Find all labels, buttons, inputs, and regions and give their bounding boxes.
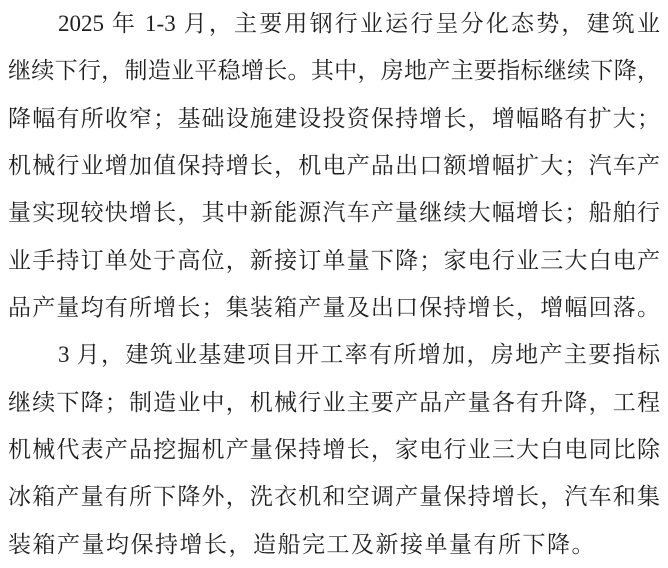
text-line: 机械行业增加值保持增长，机电产品出口额增幅扩大；汽车产 [8,152,660,178]
text-line: 继续下行，制造业平稳增长。其中，房地产主要指标继续下降， [8,58,660,84]
text-line: 机械代表产品挖掘机产量保持增长，家电行业三大白电同比除 [8,436,660,462]
text-line: 冰箱产量有所下降外，洗衣机和空调产量保持增长，汽车和集 [8,484,660,510]
paragraph-2 [8,331,660,568]
text-line: 降幅有所收窄；基础设施建设投资保持增长，增幅略有扩大； [8,105,660,131]
text-line: 装箱产量均保持增长，造船完工及新接单量有所下降。 [8,531,596,557]
text-line: 品产量均有所增长；集装箱产量及出口保持增长，增幅回落。 [8,294,660,320]
text-line: 业手持订单处于高位，新接订单量下降；家电行业三大白电产 [8,247,660,273]
paragraph-1 [8,0,660,331]
text-line: 2025 年 1-3 月，主要用钢行业运行呈分化态势，建筑业 [58,11,660,36]
text-line: 3 月，建筑业基建项目开工率有所增加，房地产主要指标 [58,342,660,368]
text-line: 量实现较快增长，其中新能源汽车产量继续大幅增长；船舶行 [8,200,660,226]
text-line: 继续下降；制造业中，机械行业主要产品产量各有升降，工程 [8,389,660,415]
